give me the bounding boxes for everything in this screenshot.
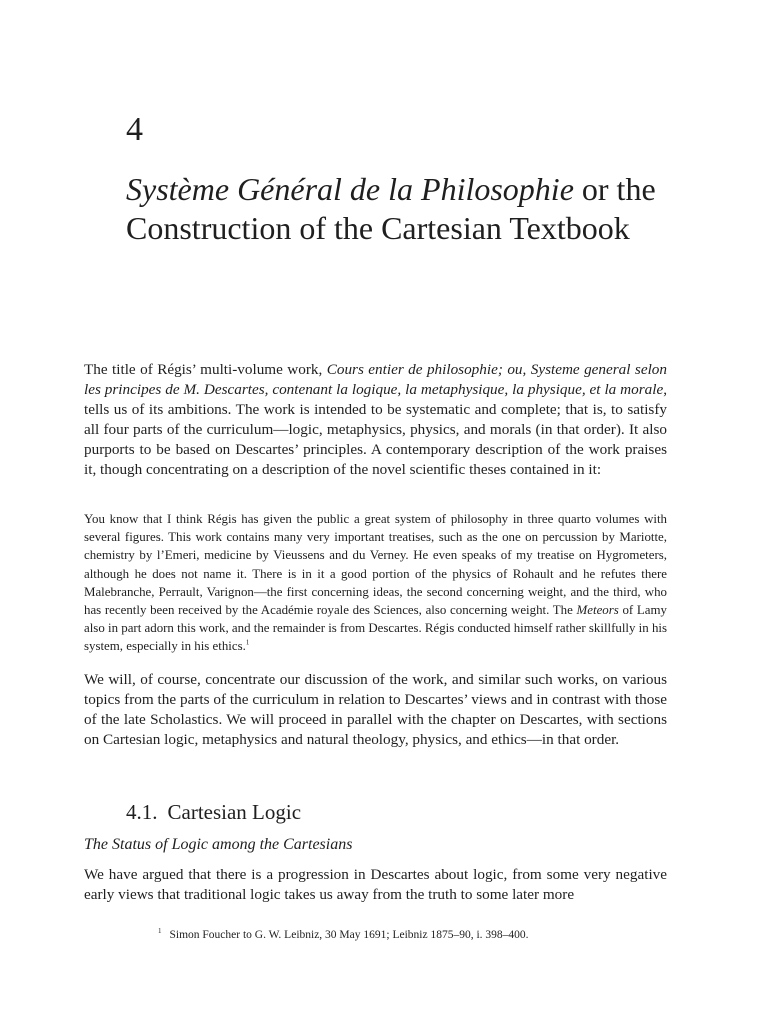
intro-text-rest: , tells us of its ambitions. The work is intended to be systematic and complete; that is, to satisfy all four parts of the curriculum—logic, metaphysics, physics, and morals (in that order). It also purports to be based on Descartes’ principles. A contemporary description of the work praises it, though concentrating on a description of the novel scientific theses contained in it: — [84, 381, 667, 478]
footnote — [158, 923, 529, 943]
block-quote — [84, 510, 667, 656]
work-title: Cours entier de philosophie; ou, Systeme general selon les principes de M. Descartes, contenant la logique, la metaphysique, la physique, et la morale — [84, 361, 667, 398]
chapter-title — [126, 170, 686, 248]
footnote-marker: 1 — [158, 927, 162, 935]
footnote-reference[interactable]: 1 — [245, 639, 250, 648]
quote-text-part2: of Lamy also in part adorn this work, and the remainder is from Descartes. Régis conducted himself rather skillfully in his system, especially in his ethics. — [84, 603, 667, 654]
quote-text-part1: You know that I think Régis has given the public a great system of philosophy in three quarto volumes with several figures. This work contains many very important treatises, such as the one on percussion by Mariotte, chemistry by l’Emeri, medicine by Vieussens and du Verney. He even speaks of my treatise on Hygrometers, although he does not name it. There is in it a good portion of the physics of Rohault and he refutes there Malebranche, Perrault, Varignon—the first concerning ideas, the second concerning weight, and the third, who has recently been received by the Académie royale des Sciences, also concerning weight. The — [84, 512, 667, 618]
body-paragraph-3: We have argued that there is a progression in Descartes about logic, from some very negative early views that traditional logic takes us away from the truth to some later more — [84, 866, 667, 903]
chapter-title-rest: or the Construction of the Cartesian Textbook — [126, 171, 656, 246]
section-number: 4.1. — [126, 800, 158, 824]
section-heading — [126, 798, 301, 826]
section-title: Cartesian Logic — [167, 800, 302, 824]
subsection-heading: The Status of Logic among the Cartesians — [84, 836, 353, 853]
footnote-text: Simon Foucher to G. W. Leibniz, 30 May 1691; Leibniz 1875–90, i. 398–400. — [169, 928, 529, 941]
quote-meteors: Meteors — [576, 603, 619, 618]
chapter-number: 4 — [126, 111, 143, 148]
body-paragraph-2: We will, of course, concentrate our discussion of the work, and similar such works, on various topics from the parts of the curriculum in relation to Descartes’ views and in contrast with those of the late Scholastics. We will proceed in parallel with the chapter on Descartes, with sections on Cartesian logic, metaphysics and natural theology, physics, and ethics—in that order. — [84, 671, 667, 748]
intro-paragraph — [84, 360, 667, 480]
chapter-title-italic: Système Général de la Philosophie — [126, 171, 574, 207]
intro-text-start: The title of Régis’ multi-volume work, — [84, 361, 327, 378]
